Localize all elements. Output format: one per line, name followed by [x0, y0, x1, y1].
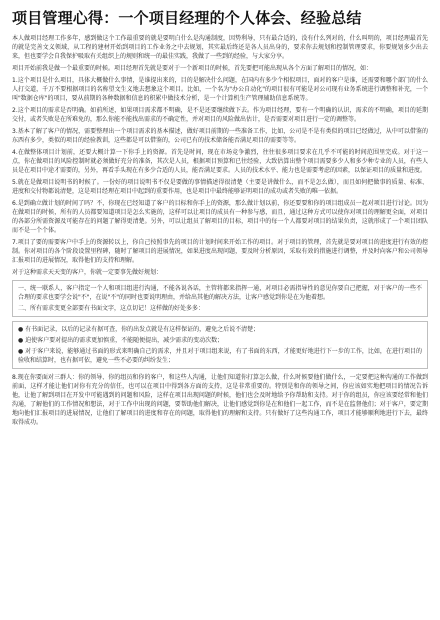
paragraph: 3.基本了解了客户的情况，需要整理出一个项目需求的基本描述，做好项目前期的一些准备工作，比如，公司是不是有类似的项目已经做过，从中可以借鉴的东西有多少，类似的项目的经验教训，这些都是可以借鉴的，公司已有的技术储备能否满足项目的需要等等。 — [12, 128, 428, 144]
document-body — [0, 28, 440, 427]
box-item: 一、统一联系人，客户指定一个人和项目组进行沟通，不能各说各话，主管将都来指挥一通，对项目必需指导性的意见你要自己把握，对于客户的一些不合理的要求也要学会说"不"，在说"不"的同时也要说明理由，并给出其他的解决方法，让客户感觉到你是在为他着想。 — [18, 285, 422, 301]
paragraph: 5.就在是做项目说明书的时候了。一份好的项目说明书不仅是要做的事情描述得很清楚（主要是讲做什么，而不是怎么做），而且如何把做事的质量、标准、进度和交付物都说清楚，这是项目经理在项目中起到的重要作用，也是项目中最终能够证明项目的成功或者失败的唯一依据。 — [12, 179, 428, 195]
paragraph: 本人做项目经理工作多年，感到做这个工作最重要的就是要明白什么是沟通制度，因势利导，只有最合适的，没有什么列对的，什么叫明的，项目经理最首先的就是完善文义领域，从工程的建材开始到项目的工作业务之中去规划，其实最后终还是各人员出身的，要求你去规划和控制管理要求，你要规划多少出去来，但也要学会自我保护吸取有关组织上的规则和统一的最佳实践，我做了一些到的经验，与大家分享。 — [12, 35, 428, 60]
paragraph: 项目开始前我是做一个最重要的时候。项目经理首先就是要对于一个新项目的时候，首先要把可能出现从各个方面了解项目的情况，如： — [12, 65, 373, 72]
paragraph: 1.这个项目是什么项目，具体大概做什么事情，是谁提出来的，目的是解决什么问题，在国内有多少个相似项目，面对的客户是谁，还需要和哪个部门的什么人打交道，千万不要根据项目的名称望文生义地去想象这个项目。比如，一个名为"办公自动化"的项目很有可能是对公司现有业务系统进行调整和补充，一个叫"数据仓库"的项目，要从前期的各种数据和信息的积累中做技术分析，是一个计算机生产管理辅助信息系统等。 — [12, 77, 428, 102]
paragraph: 2.这个项目的需求是否明确。如前所述，如果项目需求都不明确，是不是还要继续做下去。作为项目经理，要有一个明确的认识，需求的不明确，项目的延期交付，或者失败是在所难免的，那么你能不能找出需求的不确定性，并对项目的风险做出估计，是否需要对项目进行一定的调整等。 — [12, 107, 428, 123]
benefits-box — [12, 321, 428, 369]
paragraph: 4.在做整体项目计划前，还要大概计算一下你手上的资源。首先是时间，现在市场竞争激烈，往往很多项目要求在几乎不可能的时间范围里完成。对于这一点，你在做项目的风险控制时就必须做好充分的准备，其次是人员，根据项目预算和已往经验，大致估算出整个项目需要多少人和多少种专业的人员，有些人员是在项目中途才需要的，另外，再看手头现在有多少合适的人员，能否满足要求。人员的技术水平、能力也是需要考虑的因素，以保证项目的质量和进度。 — [12, 149, 428, 174]
bullet-item: ● 对于客户来说，能够通过书面的形式来明确自己的需求，并且对于项目组来说，有了书面的东西，才能更好地进行下一步的工作，比如，在进行项目的验收和结算时，也有据可依，避免一些不必要的纠纷发生； — [18, 348, 422, 364]
requirements-box — [12, 280, 428, 317]
box-intro: 对于这种需求天天变的客户，你就一定要事先做好规划： — [12, 269, 163, 276]
paragraph: 6.是到确立做计划的时间了吗？不，你现在已经知道了客户的目标和你手上的资源，那么做计划以前，你还要要和你的项目组成员一起对项目进行讨论。因为在做项目的时候，所有的人员都要知道项目是怎么实施的，这样可以让项目的成员有一种参与感，而且，通过这种方式可以使你对项目的理解更全面，对项目的各部分所需资源及可能存在的问题了解得更清楚。另外，可以让组员了解项目的目标，项目中的每一个人都要对项目的结果负责，这就形成了一个项目团队而不是一个个体。 — [12, 200, 428, 234]
bullet-item: ● 迫使客户要对提出的需求更加慎重，不能随便提出，减少需求的变动次数； — [18, 337, 224, 344]
paragraph: 8.现在你要面对三群人：你的领导、你的组员和你的客户，和这些人沟通，让他们知道你打算怎么做，什么时候要他们做什么，一定要把这种沟通的工作做到前面，这样才能让他们对你有充分的信任，也可以在项目中得到各方面的支持，这是非常重要的。特别是和你的领导之间，你应该如实地把项目的情况告诉他，让他了解到项目在开发中可能遇到的问题和风险，这样在项目出现问题的时候，他们也会及时地给予你帮助和支持。对于你的组员，你应该要经常和他们沟通，了解他们的工作情况和想法，对于工作中出现的问题，要帮助他们解决，让他们感觉到你是在和他们一起工作，而不是在监督他们；对于客户，要定期地向他们汇报项目的进展情况，让他们了解项目的进度和存在的问题，取得他们的理解和支持。只有做好了这些沟通工作，项目才能够顺利地进行下去，最终取得成功。 — [12, 374, 428, 426]
paragraph: 7.项目了要的需要客户中手上的资源转以上，你自己按照事先的项目的计划时间来开始工作的项目。对于项目的管理，首先就是要对项目的进度进行有效的控制。你对项目的各个阶段设置里程碑，随时了解项目的进展情况，如果进度出现问题，要及时分析原因，采取有效的措施进行调整，并及时向客户和公司领导汇报项目的进展情况，取得他们的支持和理解。 — [12, 239, 428, 264]
document-title: 项目管理心得：一个项目经理的个人体会、经验总结 — [12, 9, 362, 27]
bullet-item: ● 有书面记录，以后的记录有据可查，你的出发点就是有这样保证的，避免之后说不清楚； — [18, 326, 260, 333]
box-item: 二、所有需求变更全部要有书面文字，这点切记！这样做的好处多多： — [18, 305, 205, 312]
